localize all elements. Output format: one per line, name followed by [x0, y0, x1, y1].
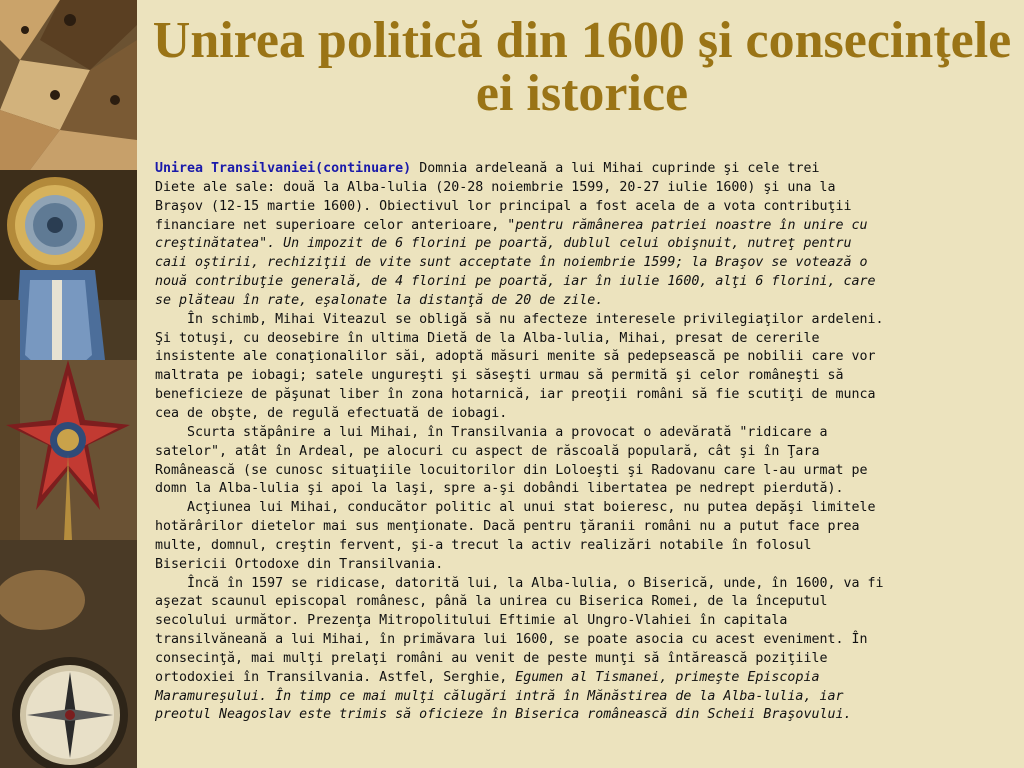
- text-line: maltrata pe iobagi; satele ungureşti şi săseşti urmau să permită şi celor româneşti să: [155, 368, 844, 384]
- text-line: Scurta stăpânire a lui Mihai, în Transilvania a provocat o adevărată "ridicare a: [155, 424, 828, 440]
- text-line-italic: creştinătatea". Un impozit de 6 florini pe poartă, dublul celui obişnuit, nutreţ pentru: [155, 236, 852, 252]
- text-line: beneficieze de păşunat liber în zona hotarnică, iar preoţii români să fie scutiţi de munca: [155, 387, 876, 403]
- text-line: Acţiunea lui Mihai, conducător politic al unui stat boieresc, nu putea depăşi limitele: [155, 500, 876, 516]
- text-line: secolului următor. Prezenţa Mitropolitului Eftimie al Ungro-Vlahiei în capitala: [155, 613, 788, 629]
- text-line-italic: "pentru rămânerea patriei noastre în unire cu: [507, 217, 868, 233]
- text-line: satelor", atât în Ardeal, pe alocuri cu aspect de răscoală populară, cât şi în Ţara: [155, 443, 820, 459]
- text-line: Încă în 1597 se ridicase, datorită lui, la Alba-lulia, o Biserică, unde, în 1600, va fi: [155, 575, 884, 591]
- text-line: cea de obşte, de regulă efectuată de iobagi.: [155, 405, 508, 421]
- collage-artwork: [0, 0, 137, 768]
- text-line: Românească (se cunosc situaţiile locuitorilor din Loloeşti şi Radovanu care l-au urmat pe: [155, 462, 868, 478]
- text-line-italic: se plăteau în rate, eşalonate la distanţă de 20 de zile.: [155, 292, 604, 308]
- text-line: insistente ale conaţionalilor săi, adoptă măsuri menite să pedepsească pe nobilii care vor: [155, 349, 876, 365]
- text-line: consecinţă, mai mulţi prelaţi români au venit de peste munţi să întărească poziţiile: [155, 650, 828, 666]
- text-line-italic: preotul Neagoslav este trimis să oficieze în Biserica românească din Scheii Braşovului.: [155, 707, 852, 723]
- compass-icon: [12, 657, 128, 768]
- section-heading: Unirea Transilvaniei(continuare): [155, 161, 412, 176]
- text-line: Diete ale sale: două la Alba-lulia (20-28 noiembrie 1599, 20-27 iulie 1600) şi una la: [155, 179, 836, 195]
- decorative-collage: [0, 0, 137, 768]
- text-line-italic: Maramureşului. În timp ce mai mulţi călugări intră în Mănăstirea de la Alba-lulia, iar: [155, 688, 844, 704]
- text-line-italic: Egumen al Tismanei, primeşte Episcopia: [515, 669, 820, 685]
- text-line: Şi totuşi, cu deosebire în ultima Dietă de la Alba-lulia, Mihai, presat de cererile: [155, 330, 820, 346]
- text-line-italic: caii oştirii, rechiziţii de vite sunt acceptate în noiembrie 1599; la Braşov se votează o: [155, 255, 868, 271]
- text-line: În schimb, Mihai Viteazul se obligă să nu afecteze interesele privilegiaţilor ardeleni.: [155, 311, 884, 327]
- text-line: hotărârilor dietelor mai sus menţionate. Dacă pentru ţăranii români nu a putut face prea: [155, 519, 860, 535]
- text-line: financiare net superioare celor anterioare,: [155, 217, 508, 233]
- slide-title: Unirea politică din 1600 şi consecinţele ei istorice: [152, 12, 1012, 122]
- star-cross-icon: [6, 360, 137, 540]
- text-line: Bisericii Ortodoxe din Transilvania.: [155, 556, 444, 572]
- text-line: Domnia ardeleană a lui Mihai cuprinde şi cele trei: [411, 161, 820, 176]
- text-line: ortodoxiei în Transilvania. Astfel, Serghie,: [155, 669, 516, 685]
- text-line-italic: nouă contribuţie generală, de 4 florini pe poartă, iar în iulie 1600, alţi 6 florini, care: [155, 274, 876, 290]
- body-text: [155, 160, 1017, 725]
- text-line: transilvăneană a lui Mihai, în primăvara lui 1600, se poate asocia cu acest eveniment. În: [155, 632, 868, 648]
- text-line: domn la Alba-lulia şi apoi la laşi, spre a-şi dobândi libertatea pe nedrept pierdută).: [155, 481, 844, 497]
- chess-board-icon: [0, 0, 137, 170]
- text-line: multe, domnul, creştin fervent, şi-a trecut la activ realizări notabile în folosul: [155, 537, 812, 553]
- text-line: aşezat scaunul episcopal românesc, până la unirea cu Biserica Romei, de la începutul: [155, 594, 828, 610]
- text-line: Braşov (12-15 martie 1600). Obiectivul lor principal a fost acela de a vota contribuţii: [155, 198, 852, 214]
